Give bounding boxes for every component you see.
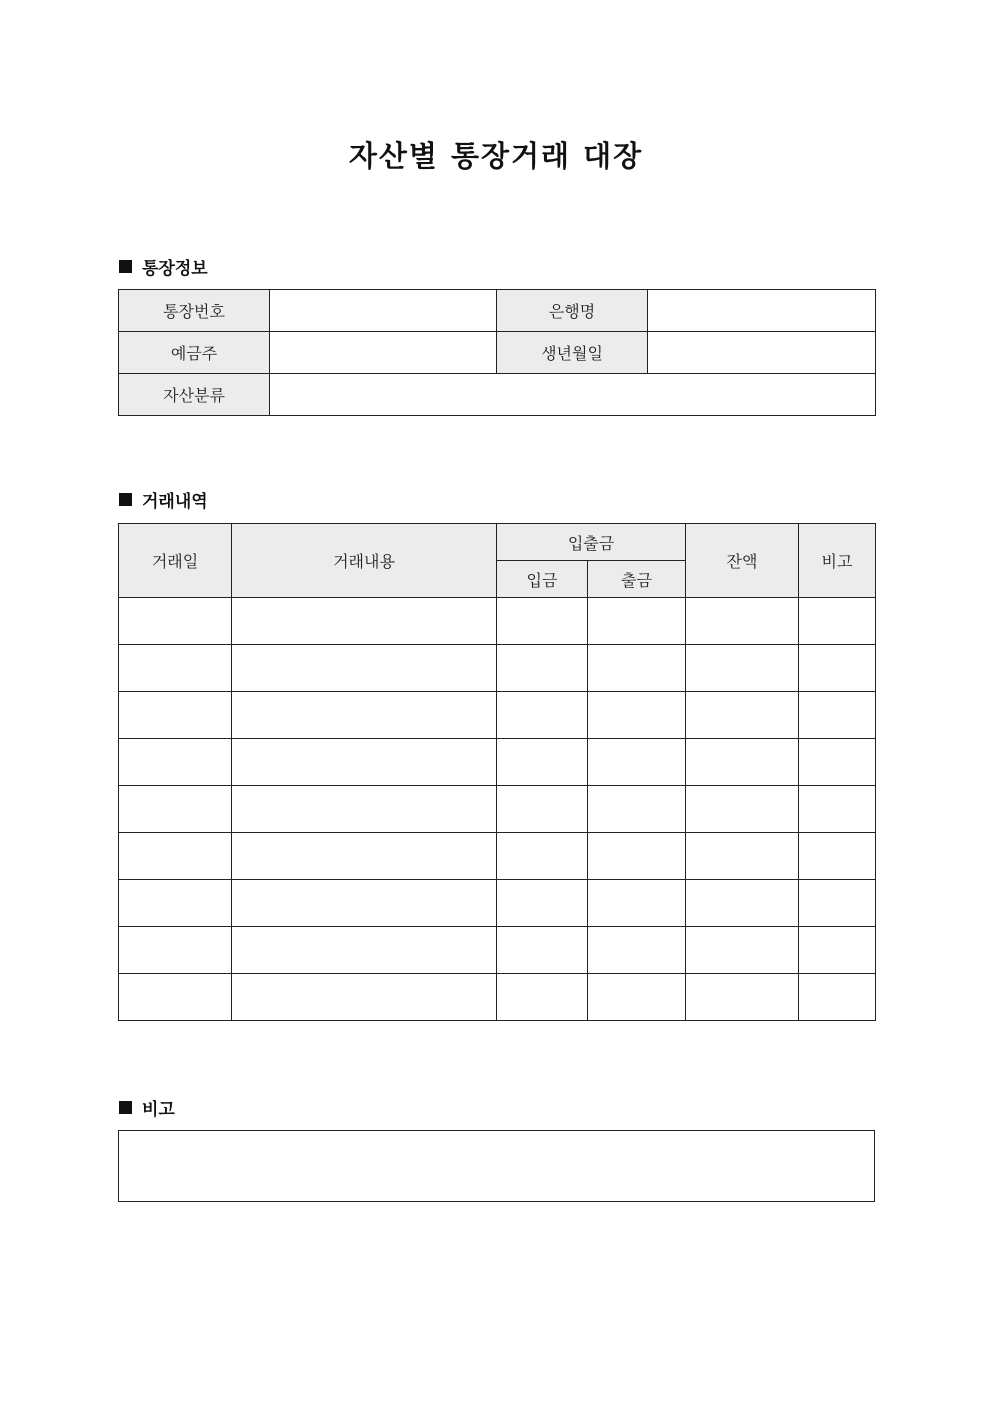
- asset-category-label: 자산분류: [119, 374, 270, 416]
- table-row: [119, 880, 876, 927]
- date-cell[interactable]: [119, 927, 232, 974]
- withdrawal-cell[interactable]: [588, 833, 686, 880]
- date-cell[interactable]: [119, 786, 232, 833]
- date-cell[interactable]: [119, 833, 232, 880]
- note-cell[interactable]: [799, 692, 876, 739]
- withdrawal-cell[interactable]: [588, 598, 686, 645]
- description-cell[interactable]: [232, 645, 497, 692]
- description-cell[interactable]: [232, 927, 497, 974]
- table-row: [119, 833, 876, 880]
- section-heading-label: 비고: [142, 1100, 175, 1120]
- deposit-cell[interactable]: [497, 692, 588, 739]
- note-cell[interactable]: [799, 786, 876, 833]
- square-bullet-icon: [119, 1101, 132, 1114]
- table-row: [119, 645, 876, 692]
- balance-cell[interactable]: [686, 598, 799, 645]
- birth-date-field[interactable]: [648, 332, 876, 374]
- note-cell[interactable]: [799, 880, 876, 927]
- deposit-cell[interactable]: [497, 880, 588, 927]
- date-cell[interactable]: [119, 692, 232, 739]
- note-cell[interactable]: [799, 598, 876, 645]
- date-cell[interactable]: [119, 739, 232, 786]
- column-header-note: 비고: [799, 524, 876, 598]
- balance-cell[interactable]: [686, 880, 799, 927]
- table-row: [119, 974, 876, 1021]
- column-header-withdrawal: 출금: [588, 561, 686, 598]
- column-header-description: 거래내용: [232, 524, 497, 598]
- deposit-cell[interactable]: [497, 833, 588, 880]
- section-heading-label: 거래내역: [142, 492, 208, 512]
- withdrawal-cell[interactable]: [588, 927, 686, 974]
- description-cell[interactable]: [232, 739, 497, 786]
- note-cell[interactable]: [799, 739, 876, 786]
- deposit-cell[interactable]: [497, 786, 588, 833]
- table-row: [119, 739, 876, 786]
- deposit-cell[interactable]: [497, 927, 588, 974]
- table-row: [119, 927, 876, 974]
- section-heading-transactions: [119, 487, 208, 512]
- bank-name-field[interactable]: [648, 290, 876, 332]
- date-cell[interactable]: [119, 598, 232, 645]
- description-cell[interactable]: [232, 833, 497, 880]
- deposit-cell[interactable]: [497, 645, 588, 692]
- section-heading-label: 통장정보: [142, 259, 208, 279]
- asset-category-field[interactable]: [270, 374, 876, 416]
- note-cell[interactable]: [799, 833, 876, 880]
- withdrawal-cell[interactable]: [588, 880, 686, 927]
- withdrawal-cell[interactable]: [588, 692, 686, 739]
- section-heading-account-info: [119, 254, 208, 279]
- description-cell[interactable]: [232, 786, 497, 833]
- deposit-cell[interactable]: [497, 739, 588, 786]
- account-info-table: [118, 289, 876, 416]
- bank-name-label: 은행명: [497, 290, 648, 332]
- column-header-in-out: 입출금: [497, 524, 686, 561]
- column-header-deposit: 입금: [497, 561, 588, 598]
- withdrawal-cell[interactable]: [588, 645, 686, 692]
- square-bullet-icon: [119, 260, 132, 273]
- withdrawal-cell[interactable]: [588, 786, 686, 833]
- balance-cell[interactable]: [686, 692, 799, 739]
- table-row: [119, 692, 876, 739]
- column-header-balance: 잔액: [686, 524, 799, 598]
- note-cell[interactable]: [799, 927, 876, 974]
- section-heading-remarks: [119, 1095, 175, 1120]
- birth-date-label: 생년월일: [497, 332, 648, 374]
- note-cell[interactable]: [799, 974, 876, 1021]
- description-cell[interactable]: [232, 974, 497, 1021]
- square-bullet-icon: [119, 493, 132, 506]
- depositor-label: 예금주: [119, 332, 270, 374]
- transactions-table: [118, 523, 876, 1021]
- balance-cell[interactable]: [686, 739, 799, 786]
- description-cell[interactable]: [232, 692, 497, 739]
- description-cell[interactable]: [232, 880, 497, 927]
- remarks-field[interactable]: [118, 1130, 875, 1202]
- withdrawal-cell[interactable]: [588, 974, 686, 1021]
- description-cell[interactable]: [232, 598, 497, 645]
- page-title: 자산별 통장거래 대장: [348, 139, 644, 173]
- deposit-cell[interactable]: [497, 598, 588, 645]
- account-number-label: 통장번호: [119, 290, 270, 332]
- balance-cell[interactable]: [686, 927, 799, 974]
- date-cell[interactable]: [119, 880, 232, 927]
- table-row: [119, 598, 876, 645]
- account-number-field[interactable]: [270, 290, 497, 332]
- date-cell[interactable]: [119, 974, 232, 1021]
- column-header-date: 거래일: [119, 524, 232, 598]
- table-row: [119, 786, 876, 833]
- withdrawal-cell[interactable]: [588, 739, 686, 786]
- balance-cell[interactable]: [686, 786, 799, 833]
- deposit-cell[interactable]: [497, 974, 588, 1021]
- balance-cell[interactable]: [686, 833, 799, 880]
- balance-cell[interactable]: [686, 974, 799, 1021]
- note-cell[interactable]: [799, 645, 876, 692]
- depositor-field[interactable]: [270, 332, 497, 374]
- balance-cell[interactable]: [686, 645, 799, 692]
- date-cell[interactable]: [119, 645, 232, 692]
